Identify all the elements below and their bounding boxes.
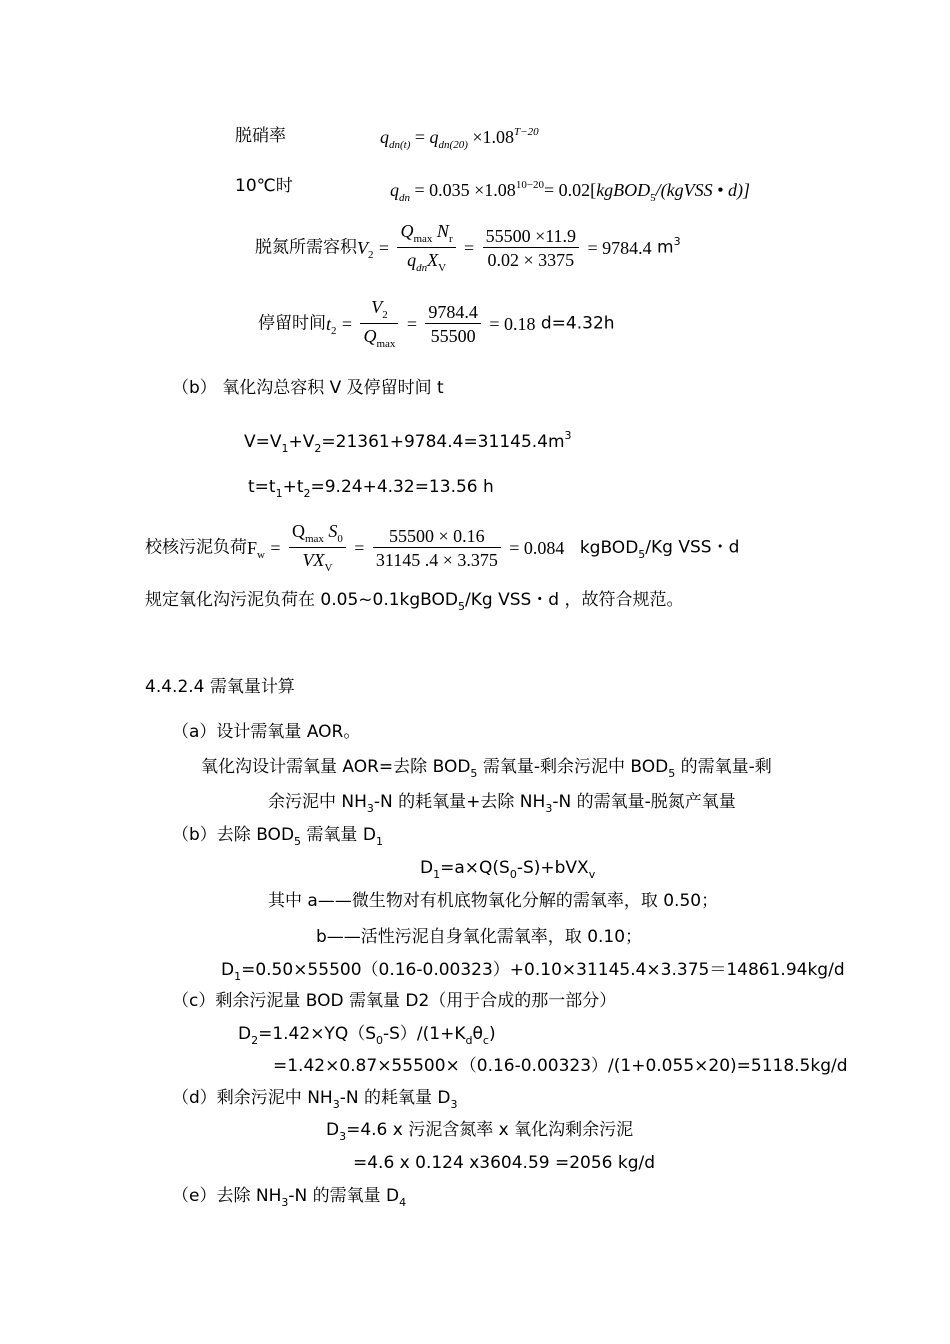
- ten-degree-formula: $q_{dn} = 0.035 \times 1.08^{10-20}=$ 0.02[kgBOD$_5$/(kgVSS • d)]: [390, 179, 750, 204]
- coefficient-b-line: b——活性污泥自身氧化需氧率，取 0.10；: [316, 927, 643, 947]
- section-b2-heading: （b）去除 $BOD_5$ 需氧量 $D_1$: [172, 825, 383, 848]
- volume-symbolic-fraction: $\frac{Q_{max} N_r}{q_{dn}X_V}$: [397, 222, 455, 274]
- sludge-load-numeric-fraction: $\frac{55500 \times 0.16}{31145 .4 \times 3.375}$: [373, 527, 501, 569]
- total-time-line: $t=t_1+t_2=9.24+4.32=13.56$ h: [248, 477, 494, 500]
- d2-calculation: =1.42×0.87×55500×（0.16-0.00323）/(1+0.055×20)=5118.5kg/d: [273, 1056, 848, 1076]
- section-d-heading: （d）剩余污泥中 $NH_3-N$ 的耗氧量 $D_3$: [172, 1088, 458, 1111]
- retention-numeric-fraction: $\frac{9784.4}{55500}$: [425, 303, 481, 345]
- retention-time-line: 停留时间$t_2$ = $\frac{V_2}{Q_{max}}$ = $\frac{9784.4}{55500}$ = 0.18 d=4.32h: [258, 297, 615, 350]
- aor-definition-line-1: 氧化沟设计需氧量 AOR=去除 $BOD_5$ 需氧量-剩余污泥中 $BOD_5$ 的需氧量-剩: [201, 757, 772, 780]
- sludge-load-symbolic-fraction: $\frac{Q_{max} S_0}{VX_V}$: [289, 522, 346, 574]
- section-a-heading: （a）设计需氧量 AOR。: [172, 722, 361, 742]
- section-c-heading: （c）剩余污泥量 BOD 需氧量 D2（用于合成的那一部分）: [172, 991, 617, 1011]
- section-heading-4-4-2-4: 4.4.2.4 需氧量计算: [145, 677, 295, 697]
- d2-formula: $D_2=1.42\times YQ(S_0-S)/(1+K_d\theta_c)$: [238, 1024, 496, 1047]
- coefficient-a-line: 其中 a——微生物对有机底物氧化分解的需氧率，取 0.50；: [268, 891, 719, 911]
- d1-formula: $D_1=a\times Q(S_0-S)+bVX_v$: [420, 858, 596, 881]
- denitrification-rate-formula: $q_{dn(t)} = q_{dn(20)} \times 1.08^{T-20}$: [380, 126, 539, 151]
- d3-formula: $D_3=4.6$ x 污泥含氮率 x 氧化沟剩余污泥: [326, 1120, 634, 1143]
- retention-symbolic-fraction: $\frac{V_2}{Q_{max}}$: [360, 298, 398, 350]
- aor-definition-line-2: 余污泥中 $NH_3-N$ 的耗氧量+去除 $NH_3-N$ 的需氧量-脱氮产氧量: [268, 792, 736, 815]
- denitrification-rate-line: [235, 128, 286, 145]
- section-b-heading: （b） 氧化沟总容积 V 及停留时间 t: [172, 378, 444, 398]
- sludge-load-spec-line: 规定氧化沟污泥负荷在 0.05~0.1kgBOD$_5$/Kg VSS・d ，故符合规范。: [145, 590, 684, 613]
- section-e-heading: （e）去除 $NH_3-N$ 的需氧量 $D_4$: [172, 1186, 407, 1209]
- d3-calculation: =4.6 x 0.124 x3604.59 =2056 kg/d: [353, 1153, 656, 1173]
- ten-degree-label: 10℃时: [235, 176, 293, 196]
- total-volume-line: $V=V_1+V_2=21361+9784.4=31145.4m^3$: [244, 429, 572, 455]
- d1-calculation: $D_1=0.50\times 55500(0.16-0.00323)+0.10\times 31145.4\times 3.375=14861.94kg/d$: [221, 960, 845, 983]
- label: 脱硝率: [235, 126, 286, 146]
- sludge-load-check-line: 校核污泥负荷$F_w$ = $\frac{Q_{max} S_0}{VX_V}$ = $\frac{55500 \times 0.16}{31145 .4 \times 3.375}$ = 0.084 kgBOD$_5$/Kg VSS・d: [145, 521, 740, 574]
- denitrification-volume-line: 脱氮所需容积$V_2$ = $\frac{Q_{max} N_r}{q_{dn}X_V}$ = $\frac{55500 \times 11.9}{0.02 \times 3375}$ = 9784.4 $m^3$: [255, 221, 681, 274]
- volume-numeric-fraction: $\frac{55500 \times 11.9}{0.02 \times 3375}$: [483, 227, 579, 269]
